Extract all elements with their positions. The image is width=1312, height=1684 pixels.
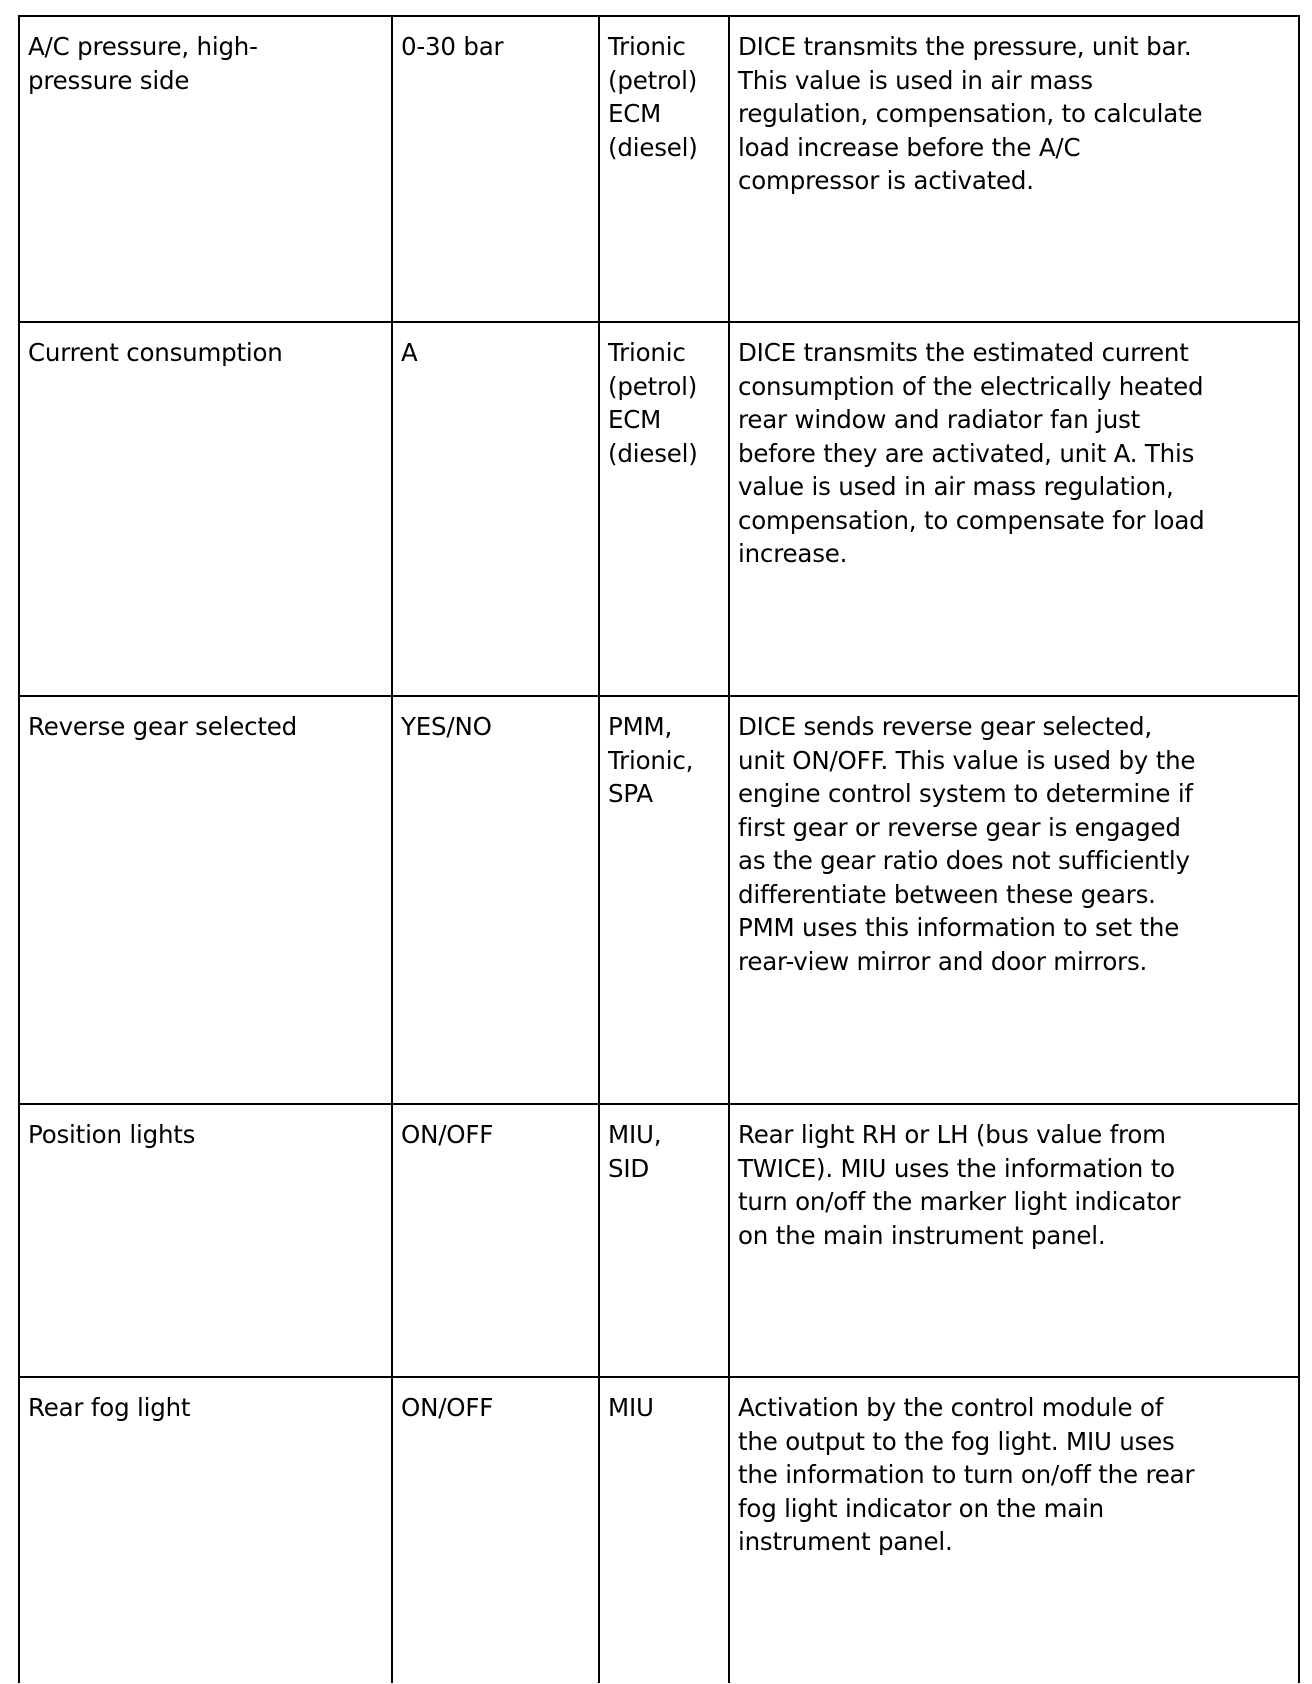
table-row: [19, 696, 1299, 1104]
receiver-text-line: (diesel): [608, 132, 698, 162]
signal-name-cell: [19, 322, 392, 696]
description-cell: [729, 322, 1299, 696]
receiver-text-line: PMM,: [608, 712, 673, 741]
table-row: [19, 1377, 1299, 1683]
description-text-line: TWICE). MIU uses the information to: [738, 1153, 1175, 1183]
receiver-cell: [599, 322, 729, 696]
description-text-line: unit ON/OFF. This value is used by the: [738, 745, 1196, 775]
description-text-line: the information to turn on/off the rear: [738, 1460, 1195, 1489]
signal-name-cell: [19, 16, 392, 322]
unit-cell: [392, 16, 599, 322]
description-text-line: regulation, compensation, to calculate: [738, 99, 1203, 128]
description-text-line: Activation by the control module of: [738, 1393, 1164, 1422]
unit-cell: [392, 1104, 599, 1377]
receiver-text-line: (petrol): [608, 371, 698, 401]
unit-cell: [392, 696, 599, 1104]
description-text-line: increase.: [738, 539, 848, 568]
receiver-text-line: SPA: [608, 779, 653, 808]
description-text-line: turn on/off the marker light indicator: [738, 1187, 1181, 1216]
signal-table: [18, 15, 1300, 1683]
description-text-line: This value is used in air mass: [738, 65, 1093, 95]
receiver-text-line: MIU,: [608, 1120, 662, 1149]
description-text-line: rear window and radiator fan just: [738, 405, 1141, 434]
receiver-text-line: Trionic,: [608, 745, 694, 775]
receiver-cell: [599, 1377, 729, 1683]
description-cell: [729, 16, 1299, 322]
description-text-line: engine control system to determine if: [738, 779, 1193, 808]
receiver-text-line: (petrol): [608, 65, 698, 95]
receiver-text-line: Trionic: [608, 338, 686, 367]
unit-cell: [392, 322, 599, 696]
unit-text-line: YES/NO: [401, 712, 492, 741]
description-cell: [729, 1104, 1299, 1377]
description-text-line: load increase before the A/C: [738, 132, 1081, 162]
unit-text-line: A: [401, 338, 418, 367]
unit-text-line: 0-30 bar: [401, 32, 504, 61]
description-text-line: DICE sends reverse gear selected,: [738, 712, 1152, 741]
description-text-line: the output to the fog light. MIU uses: [738, 1426, 1175, 1456]
receiver-text-line: SID: [608, 1153, 650, 1183]
receiver-text-line: ECM: [608, 99, 662, 128]
signal-text-line: pressure side: [28, 65, 190, 95]
signal-name-cell: [19, 1377, 392, 1683]
receiver-text-line: Trionic: [608, 32, 686, 61]
receiver-text-line: MIU: [608, 1393, 654, 1422]
description-cell: [729, 1377, 1299, 1683]
description-text-line: on the main instrument panel.: [738, 1220, 1106, 1250]
signal-table-body: [19, 16, 1299, 1683]
description-text-line: DICE transmits the estimated current: [738, 338, 1189, 367]
description-text-line: before they are activated, unit A. This: [738, 438, 1195, 468]
receiver-cell: [599, 1104, 729, 1377]
unit-cell: [392, 1377, 599, 1683]
signal-text-line: Current consumption: [28, 338, 283, 367]
description-text-line: compressor is activated.: [738, 166, 1034, 195]
description-text-line: as the gear ratio does not sufficiently: [738, 846, 1190, 875]
description-text-line: fog light indicator on the main: [738, 1493, 1104, 1523]
description-text-line: DICE transmits the pressure, unit bar.: [738, 32, 1192, 61]
unit-text-line: ON/OFF: [401, 1393, 494, 1422]
description-text-line: first gear or reverse gear is engaged: [738, 812, 1181, 842]
description-text-line: PMM uses this information to set the: [738, 913, 1180, 942]
description-text-line: instrument panel.: [738, 1527, 953, 1556]
description-cell: [729, 696, 1299, 1104]
signal-text-line: Rear fog light: [28, 1393, 191, 1422]
signal-text-line: Reverse gear selected: [28, 712, 297, 741]
description-text-line: rear-view mirror and door mirrors.: [738, 946, 1148, 976]
description-text-line: value is used in air mass regulation,: [738, 472, 1174, 501]
description-text-line: compensation, to compensate for load: [738, 505, 1205, 535]
table-row: [19, 16, 1299, 322]
signal-name-cell: [19, 1104, 392, 1377]
description-text-line: consumption of the electrically heated: [738, 371, 1204, 401]
table-row: [19, 322, 1299, 696]
receiver-text-line: ECM: [608, 405, 662, 434]
description-text-line: differentiate between these gears.: [738, 879, 1156, 909]
receiver-cell: [599, 696, 729, 1104]
table-row: [19, 1104, 1299, 1377]
receiver-text-line: (diesel): [608, 438, 698, 468]
signal-text-line: Position lights: [28, 1120, 196, 1149]
receiver-cell: [599, 16, 729, 322]
signal-name-cell: [19, 696, 392, 1104]
description-text-line: Rear light RH or LH (bus value from: [738, 1120, 1166, 1149]
unit-text-line: ON/OFF: [401, 1120, 494, 1149]
signal-text-line: A/C pressure, high-: [28, 32, 258, 61]
